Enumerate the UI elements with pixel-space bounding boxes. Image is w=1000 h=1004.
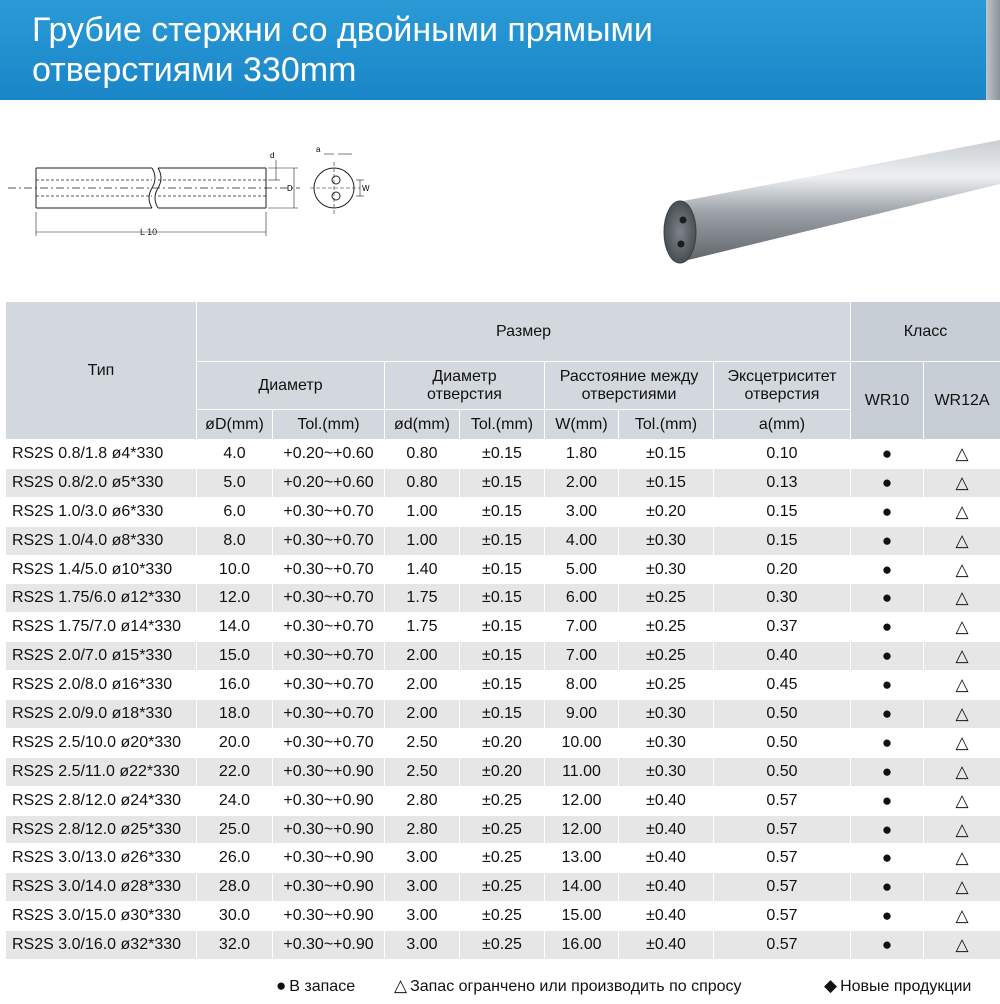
hole-distance-tolerance-cell: ±0.15	[619, 440, 714, 469]
wr12a-availability-cell: △	[924, 526, 1000, 555]
class-header-wr10: WR10	[851, 362, 924, 440]
hole-diameter-cell: 0.80	[385, 468, 460, 497]
hole-distance-tolerance-cell: ±0.15	[619, 468, 714, 497]
hole-diameter-cell: 2.00	[385, 642, 460, 671]
unit-header-D: øD(mm)	[197, 410, 273, 440]
eccentricity-cell: 0.13	[714, 468, 851, 497]
hole-distance-tolerance-cell: ±0.40	[619, 844, 714, 873]
diameter-cell: 16.0	[197, 671, 273, 700]
dim-d-label: d	[270, 151, 275, 160]
sub-header-distance	[545, 362, 714, 410]
hole-distance-tolerance-cell: ±0.40	[619, 815, 714, 844]
wr10-availability-cell: ●	[851, 526, 924, 555]
diameter-cell: 26.0	[197, 844, 273, 873]
sub-header-eccentricity	[714, 362, 851, 410]
hole-diameter-tolerance-cell: ±0.15	[460, 468, 545, 497]
spec-table-body	[6, 440, 1000, 960]
hole-diameter-tolerance-cell: ±0.15	[460, 642, 545, 671]
wr12a-availability-cell: △	[924, 497, 1000, 526]
hole-diameter-cell: 3.00	[385, 873, 460, 902]
sub-header-hole-diameter-line1: Диаметр	[432, 367, 497, 385]
diameter-tolerance-cell: +0.30~+0.90	[273, 786, 385, 815]
table-row	[6, 671, 1000, 700]
table-row	[6, 613, 1000, 642]
unit-header-W: W(mm)	[545, 410, 619, 440]
eccentricity-cell: 0.37	[714, 613, 851, 642]
diameter-tolerance-cell: +0.30~+0.90	[273, 844, 385, 873]
hole-diameter-cell: 0.80	[385, 440, 460, 469]
diameter-tolerance-cell: +0.30~+0.70	[273, 497, 385, 526]
diameter-tolerance-cell: +0.30~+0.90	[273, 815, 385, 844]
unit-header-tol-D: Tol.(mm)	[273, 410, 385, 440]
type-cell: RS2S 1.0/3.0 ø6*330	[6, 497, 197, 526]
hole-distance-tolerance-cell: ±0.30	[619, 700, 714, 729]
wr10-availability-cell: ●	[851, 468, 924, 497]
type-cell: RS2S 1.75/6.0 ø12*330	[6, 584, 197, 613]
hole-diameter-tolerance-cell: ±0.15	[460, 526, 545, 555]
table-row	[6, 786, 1000, 815]
sub-header-eccentricity-line1: Эксцетриситет	[727, 367, 837, 385]
title-line-2: отверстиями 330mm	[32, 51, 357, 89]
eccentricity-cell: 0.50	[714, 757, 851, 786]
diameter-tolerance-cell: +0.30~+0.70	[273, 642, 385, 671]
class-header-wr12a: WR12A	[924, 362, 1000, 440]
wr12a-availability-cell: △	[924, 844, 1000, 873]
diameter-tolerance-cell: +0.30~+0.90	[273, 757, 385, 786]
wr12a-availability-cell: △	[924, 700, 1000, 729]
hole-diameter-cell: 1.75	[385, 613, 460, 642]
wr10-availability-cell: ●	[851, 757, 924, 786]
diameter-cell: 4.0	[197, 440, 273, 469]
spec-table	[5, 301, 1000, 960]
hole-diameter-cell: 1.00	[385, 497, 460, 526]
eccentricity-cell: 0.50	[714, 728, 851, 757]
diameter-cell: 24.0	[197, 786, 273, 815]
hole-distance-cell: 12.00	[545, 815, 619, 844]
diameter-tolerance-cell: +0.30~+0.70	[273, 526, 385, 555]
diameter-tolerance-cell: +0.30~+0.70	[273, 613, 385, 642]
table-row	[6, 902, 1000, 931]
sub-header-distance-line2: отверстиями	[581, 385, 677, 403]
hole-distance-cell: 12.00	[545, 786, 619, 815]
hole-distance-tolerance-cell: ±0.40	[619, 786, 714, 815]
hole-distance-cell: 11.00	[545, 757, 619, 786]
wr10-availability-cell: ●	[851, 815, 924, 844]
hole-distance-tolerance-cell: ±0.25	[619, 642, 714, 671]
hole-diameter-tolerance-cell: ±0.15	[460, 584, 545, 613]
triangle-outline-icon: △	[394, 976, 408, 995]
eccentricity-cell: 0.57	[714, 931, 851, 960]
title-bar	[0, 0, 1000, 100]
hole-diameter-cell: 1.00	[385, 526, 460, 555]
legend-new-label: Новые продукции	[840, 978, 972, 995]
wr10-availability-cell: ●	[851, 671, 924, 700]
technical-drawing	[0, 140, 420, 250]
type-cell: RS2S 2.0/9.0 ø18*330	[6, 700, 197, 729]
type-cell: RS2S 2.8/12.0 ø25*330	[6, 815, 197, 844]
unit-header-a: a(mm)	[714, 410, 851, 440]
unit-header-d: ød(mm)	[385, 410, 460, 440]
hole-distance-cell: 4.00	[545, 526, 619, 555]
sub-header-diameter: Диаметр	[197, 362, 385, 410]
hole-distance-tolerance-cell: ±0.30	[619, 555, 714, 584]
eccentricity-cell: 0.15	[714, 497, 851, 526]
hole-distance-cell: 7.00	[545, 613, 619, 642]
hole-distance-cell: 6.00	[545, 584, 619, 613]
hole-distance-cell: 3.00	[545, 497, 619, 526]
type-cell: RS2S 0.8/2.0 ø5*330	[6, 468, 197, 497]
filled-circle-icon: ●	[276, 976, 287, 995]
hole-diameter-tolerance-cell: ±0.15	[460, 671, 545, 700]
diameter-tolerance-cell: +0.20~+0.60	[273, 468, 385, 497]
diameter-tolerance-cell: +0.30~+0.90	[273, 931, 385, 960]
diameter-cell: 14.0	[197, 613, 273, 642]
wr10-availability-cell: ●	[851, 555, 924, 584]
col-header-type: Тип	[6, 302, 197, 440]
sub-header-distance-line1: Расстояние между	[559, 367, 699, 385]
eccentricity-cell: 0.57	[714, 786, 851, 815]
hole-distance-cell: 5.00	[545, 555, 619, 584]
hole-diameter-cell: 2.50	[385, 728, 460, 757]
hole-diameter-cell: 2.50	[385, 757, 460, 786]
diameter-cell: 20.0	[197, 728, 273, 757]
wr12a-availability-cell: △	[924, 786, 1000, 815]
table-row	[6, 584, 1000, 613]
diameter-tolerance-cell: +0.30~+0.90	[273, 902, 385, 931]
hole-diameter-cell: 3.00	[385, 844, 460, 873]
diameter-cell: 28.0	[197, 873, 273, 902]
table-row	[6, 728, 1000, 757]
type-cell: RS2S 3.0/15.0 ø30*330	[6, 902, 197, 931]
hole-diameter-tolerance-cell: ±0.25	[460, 902, 545, 931]
sub-header-eccentricity-line2: отверстия	[744, 385, 820, 403]
table-row	[6, 497, 1000, 526]
table-row	[6, 642, 1000, 671]
wr12a-availability-cell: △	[924, 671, 1000, 700]
wr10-availability-cell: ●	[851, 786, 924, 815]
hole-distance-cell: 9.00	[545, 700, 619, 729]
wr12a-availability-cell: △	[924, 815, 1000, 844]
type-cell: RS2S 0.8/1.8 ø4*330	[6, 440, 197, 469]
wr10-availability-cell: ●	[851, 584, 924, 613]
hole-diameter-tolerance-cell: ±0.25	[460, 931, 545, 960]
wr10-availability-cell: ●	[851, 613, 924, 642]
diameter-cell: 12.0	[197, 584, 273, 613]
diameter-cell: 10.0	[197, 555, 273, 584]
eccentricity-cell: 0.57	[714, 902, 851, 931]
hole-distance-tolerance-cell: ±0.40	[619, 931, 714, 960]
hole-distance-tolerance-cell: ±0.25	[619, 613, 714, 642]
type-cell: RS2S 2.0/7.0 ø15*330	[6, 642, 197, 671]
type-cell: RS2S 2.8/12.0 ø24*330	[6, 786, 197, 815]
hole-diameter-tolerance-cell: ±0.15	[460, 440, 545, 469]
page-title	[32, 10, 932, 90]
hole-diameter-cell: 2.80	[385, 786, 460, 815]
legend-limited	[394, 976, 742, 996]
dim-L-label: L 10	[140, 227, 158, 237]
hole-distance-cell: 14.00	[545, 873, 619, 902]
type-cell: RS2S 1.4/5.0 ø10*330	[6, 555, 197, 584]
hole-diameter-cell: 1.75	[385, 584, 460, 613]
dim-D-label: D	[287, 184, 293, 193]
diameter-cell: 22.0	[197, 757, 273, 786]
hole-diameter-tolerance-cell: ±0.25	[460, 815, 545, 844]
eccentricity-cell: 0.30	[714, 584, 851, 613]
wr10-availability-cell: ●	[851, 873, 924, 902]
diameter-cell: 30.0	[197, 902, 273, 931]
hole-diameter-tolerance-cell: ±0.20	[460, 728, 545, 757]
wr12a-availability-cell: △	[924, 613, 1000, 642]
hole-diameter-tolerance-cell: ±0.25	[460, 786, 545, 815]
wr10-availability-cell: ●	[851, 497, 924, 526]
title-bar-edge	[986, 0, 1000, 100]
hole-distance-tolerance-cell: ±0.20	[619, 497, 714, 526]
wr12a-availability-cell: △	[924, 468, 1000, 497]
wr10-availability-cell: ●	[851, 902, 924, 931]
hole-distance-cell: 15.00	[545, 902, 619, 931]
eccentricity-cell: 0.45	[714, 671, 851, 700]
eccentricity-cell: 0.10	[714, 440, 851, 469]
hole-diameter-cell: 3.00	[385, 931, 460, 960]
type-cell: RS2S 2.5/10.0 ø20*330	[6, 728, 197, 757]
hole-diameter-tolerance-cell: ±0.25	[460, 844, 545, 873]
hole-distance-tolerance-cell: ±0.25	[619, 584, 714, 613]
eccentricity-cell: 0.57	[714, 844, 851, 873]
wr12a-availability-cell: △	[924, 728, 1000, 757]
wr10-availability-cell: ●	[851, 642, 924, 671]
group-header-class: Класс	[851, 302, 1000, 362]
wr10-availability-cell: ●	[851, 728, 924, 757]
hole-diameter-cell: 2.00	[385, 671, 460, 700]
diameter-cell: 6.0	[197, 497, 273, 526]
type-cell: RS2S 1.75/7.0 ø14*330	[6, 613, 197, 642]
eccentricity-cell: 0.57	[714, 873, 851, 902]
wr10-availability-cell: ●	[851, 440, 924, 469]
legend	[0, 974, 1000, 998]
hole-diameter-tolerance-cell: ±0.25	[460, 873, 545, 902]
diameter-cell: 8.0	[197, 526, 273, 555]
hole-distance-tolerance-cell: ±0.25	[619, 671, 714, 700]
table-row	[6, 555, 1000, 584]
table-row	[6, 468, 1000, 497]
hole-distance-cell: 2.00	[545, 468, 619, 497]
title-line-1: Грубие стержни со двойными прямыми	[32, 11, 653, 49]
wr12a-availability-cell: △	[924, 584, 1000, 613]
legend-new	[824, 976, 971, 996]
wr10-availability-cell: ●	[851, 931, 924, 960]
eccentricity-cell: 0.57	[714, 815, 851, 844]
hole-distance-tolerance-cell: ±0.30	[619, 757, 714, 786]
diameter-tolerance-cell: +0.30~+0.70	[273, 555, 385, 584]
eccentricity-cell: 0.15	[714, 526, 851, 555]
wr10-availability-cell: ●	[851, 844, 924, 873]
eccentricity-cell: 0.20	[714, 555, 851, 584]
type-cell: RS2S 3.0/13.0 ø26*330	[6, 844, 197, 873]
hole-diameter-cell: 2.80	[385, 815, 460, 844]
hole-distance-cell: 7.00	[545, 642, 619, 671]
table-row	[6, 700, 1000, 729]
type-cell: RS2S 2.0/8.0 ø16*330	[6, 671, 197, 700]
unit-header-tol-W: Tol.(mm)	[619, 410, 714, 440]
wr12a-availability-cell: △	[924, 440, 1000, 469]
eccentricity-cell: 0.40	[714, 642, 851, 671]
type-cell: RS2S 3.0/16.0 ø32*330	[6, 931, 197, 960]
wr10-availability-cell: ●	[851, 700, 924, 729]
hole-distance-tolerance-cell: ±0.30	[619, 728, 714, 757]
hole-distance-cell: 10.00	[545, 728, 619, 757]
diameter-tolerance-cell: +0.30~+0.90	[273, 873, 385, 902]
legend-in-stock-label: В запасе	[289, 978, 356, 995]
table-row	[6, 815, 1000, 844]
table-row	[6, 526, 1000, 555]
type-cell: RS2S 3.0/14.0 ø28*330	[6, 873, 197, 902]
wr12a-availability-cell: △	[924, 873, 1000, 902]
table-row	[6, 757, 1000, 786]
hole-diameter-tolerance-cell: ±0.15	[460, 555, 545, 584]
table-row	[6, 873, 1000, 902]
diameter-tolerance-cell: +0.30~+0.70	[273, 728, 385, 757]
diameter-tolerance-cell: +0.30~+0.70	[273, 584, 385, 613]
hole-distance-cell: 8.00	[545, 671, 619, 700]
wr12a-availability-cell: △	[924, 642, 1000, 671]
hole-diameter-tolerance-cell: ±0.20	[460, 757, 545, 786]
diameter-cell: 5.0	[197, 468, 273, 497]
wr12a-availability-cell: △	[924, 757, 1000, 786]
sub-header-hole-diameter-line2: отверстия	[427, 385, 502, 403]
hole-diameter-tolerance-cell: ±0.15	[460, 700, 545, 729]
group-header-size: Размер	[197, 302, 851, 362]
type-cell: RS2S 2.5/11.0 ø22*330	[6, 757, 197, 786]
sub-header-hole-diameter	[385, 362, 545, 410]
diamond-icon: ◆	[824, 976, 838, 995]
diameter-tolerance-cell: +0.30~+0.70	[273, 671, 385, 700]
diameter-cell: 25.0	[197, 815, 273, 844]
diameter-tolerance-cell: +0.20~+0.60	[273, 440, 385, 469]
hole-distance-cell: 13.00	[545, 844, 619, 873]
table-row	[6, 931, 1000, 960]
hole-diameter-tolerance-cell: ±0.15	[460, 613, 545, 642]
diameter-cell: 32.0	[197, 931, 273, 960]
hole-diameter-cell: 2.00	[385, 700, 460, 729]
dim-a-label: a	[316, 145, 321, 154]
hole-distance-tolerance-cell: ±0.40	[619, 873, 714, 902]
diameter-cell: 15.0	[197, 642, 273, 671]
legend-limited-label: Запас огранчено или производить по спросу	[410, 978, 742, 995]
hole-distance-tolerance-cell: ±0.30	[619, 526, 714, 555]
table-row	[6, 440, 1000, 469]
dim-W-label: W	[362, 184, 370, 193]
wr12a-availability-cell: △	[924, 931, 1000, 960]
hole-distance-tolerance-cell: ±0.40	[619, 902, 714, 931]
hole-distance-cell: 1.80	[545, 440, 619, 469]
wr12a-availability-cell: △	[924, 555, 1000, 584]
unit-header-tol-d: Tol.(mm)	[460, 410, 545, 440]
diameter-cell: 18.0	[197, 700, 273, 729]
rod-image	[650, 120, 1000, 280]
hole-diameter-tolerance-cell: ±0.15	[460, 497, 545, 526]
type-cell: RS2S 1.0/4.0 ø8*330	[6, 526, 197, 555]
legend-in-stock	[276, 976, 355, 996]
diameter-tolerance-cell: +0.30~+0.70	[273, 700, 385, 729]
hole-diameter-cell: 3.00	[385, 902, 460, 931]
wr12a-availability-cell: △	[924, 902, 1000, 931]
hole-diameter-cell: 1.40	[385, 555, 460, 584]
hole-distance-cell: 16.00	[545, 931, 619, 960]
eccentricity-cell: 0.50	[714, 700, 851, 729]
table-row	[6, 844, 1000, 873]
